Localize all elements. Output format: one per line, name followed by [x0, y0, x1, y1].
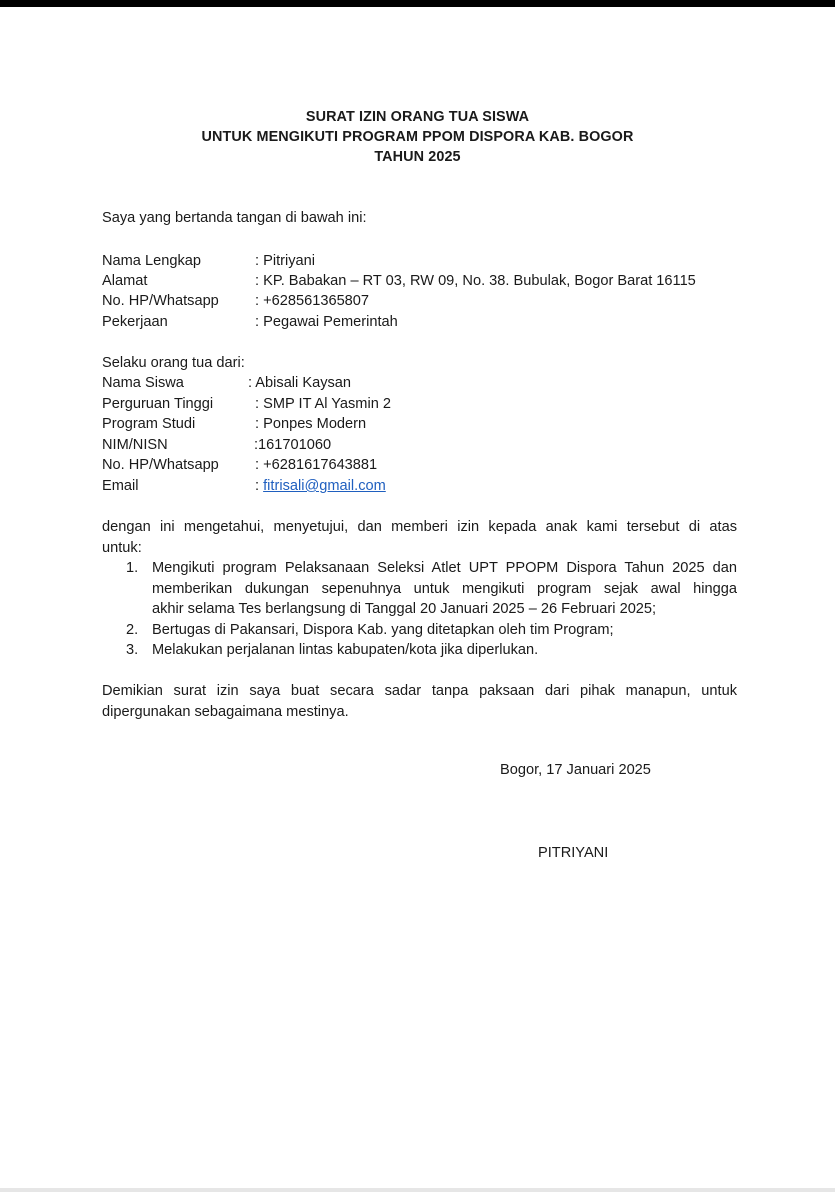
list-line: memberikan dukungan sepenuhnya untuk mengikuti program sejak awal hingga	[152, 580, 737, 597]
field-label: No. HP/Whatsapp	[102, 457, 219, 473]
field-value	[255, 476, 386, 496]
child-intro-text: Selaku orang tua dari:	[102, 355, 245, 371]
list-text	[152, 620, 737, 641]
email-prefix: :	[255, 478, 264, 494]
list-text	[152, 558, 737, 620]
list-line: Bertugas di Pakansari, Dispora Kab. yang ditetapkan oleh tim Program;	[152, 622, 614, 638]
field-label: NIM/NISN	[102, 437, 168, 453]
bottom-border	[0, 1188, 835, 1192]
field-label: Nama Siswa	[102, 375, 184, 391]
field-label: No. HP/Whatsapp	[102, 293, 219, 309]
consent-line: dengan ini mengetahui, menyetujui, dan memberi izin kepada anak kami tersebut di atas	[102, 519, 737, 535]
letter-year: TAHUN 2025	[374, 149, 461, 165]
field-label: Alamat	[102, 273, 148, 289]
field-label: Pekerjaan	[102, 314, 168, 330]
field-value: : +628561365807	[255, 293, 370, 309]
field-label: Nama Lengkap	[102, 253, 201, 269]
list-line: Mengikuti program Pelaksanaan Seleksi Atlet UPT PPOPM Dispora Tahun 2025 dan	[152, 560, 737, 576]
field-value: : KP. Babakan – RT 03, RW 09, No. 38. Bubulak, Bogor Barat 16115	[255, 273, 696, 289]
field-label: Program Studi	[102, 416, 196, 432]
letter-subtitle: UNTUK MENGIKUTI PROGRAM PPOM DISPORA KAB. BOGOR	[201, 129, 634, 145]
list-text	[152, 640, 737, 661]
closing-line: dipergunakan sebagaimana mestinya.	[102, 703, 349, 720]
list-line: Melakukan perjalanan lintas kabupaten/kota jika diperlukan.	[152, 642, 539, 658]
field-value: : +6281617643881	[255, 457, 378, 473]
consent-paragraph	[102, 517, 737, 558]
email-link[interactable]: fitrisali@gmail.com	[263, 478, 386, 494]
field-label: Email	[102, 478, 139, 494]
signer-name: PITRIYANI	[538, 845, 609, 861]
top-border	[0, 0, 835, 7]
place-date: Bogor, 17 Januari 2025	[500, 762, 651, 778]
field-value: : Pegawai Pemerintah	[255, 314, 398, 330]
field-value: : Abisali Kaysan	[248, 375, 352, 391]
field-value: :161701060	[254, 437, 332, 453]
field-value: : Ponpes Modern	[255, 416, 367, 432]
closing-paragraph	[102, 681, 737, 722]
list-line: akhir selama Tes berlangsung di Tanggal 20 Januari 2025 – 26 Februari 2025;	[152, 601, 657, 617]
intro-text: Saya yang bertanda tangan di bawah ini:	[102, 210, 367, 226]
field-label: Perguruan Tinggi	[102, 396, 214, 412]
list-number: 2.	[126, 622, 139, 638]
field-value: : SMP IT Al Yasmin 2	[255, 396, 391, 412]
closing-line: Demikian surat izin saya buat secara sadar tanpa paksaan dari pihak manapun, untuk	[102, 683, 737, 699]
consent-line: untuk:	[102, 539, 142, 556]
field-value: : Pitriyani	[255, 253, 316, 269]
list-number: 1.	[126, 560, 139, 576]
letter-title: SURAT IZIN ORANG TUA SISWA	[305, 109, 530, 125]
list-number: 3.	[126, 642, 139, 658]
